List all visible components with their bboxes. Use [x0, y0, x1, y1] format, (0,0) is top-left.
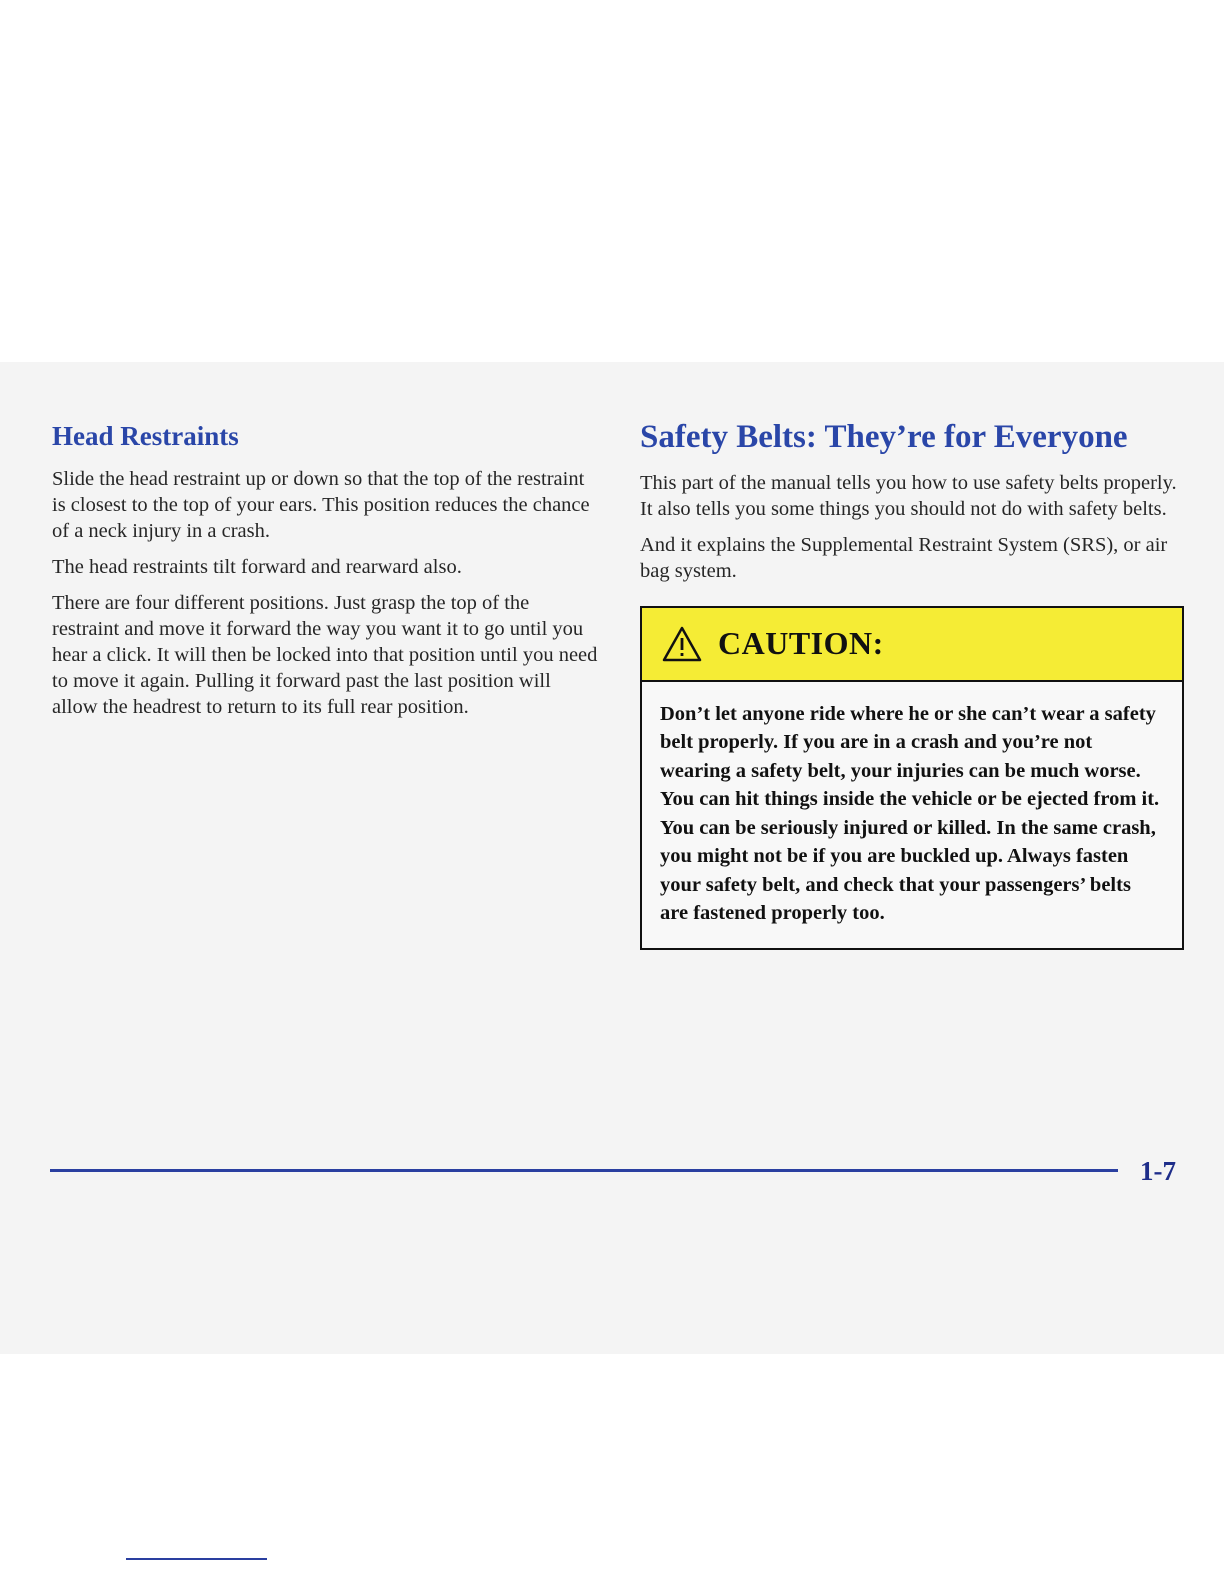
safety-belts-section: [640, 418, 1188, 950]
head-restraints-paragraph-1: Slide the head restraint up or down so that the top of the restraint is closest to the top of your ears. This position reduces the chance of a neck injury in a crash.: [52, 468, 590, 543]
caution-box: [640, 606, 1184, 950]
caution-header: [642, 608, 1182, 682]
safety-belts-paragraph-1: This part of the manual tells you how to use safety belts properly. It also tells you some things you should not do with safety belts.: [640, 471, 1177, 520]
head-restraints-paragraph-3: There are four different positions. Just grasp the top of the restraint and move it forward the way you want it to go until you hear a click. It will then be locked into that position until you need to move it again. Pulling it forward past the last position will allow the headrest to return to its full rear position.: [52, 592, 598, 719]
safety-belts-heading: Safety Belts: They’re for Everyone: [640, 419, 1128, 455]
footer-rule: [50, 1169, 1118, 1172]
head-restraints-paragraph-2: The head restraints tilt forward and rearward also.: [52, 556, 462, 579]
caution-title: CAUTION:: [718, 625, 884, 662]
head-restraints-section: [52, 420, 600, 730]
head-restraints-heading: Head Restraints: [52, 421, 239, 451]
bottom-divider: [126, 1558, 267, 1560]
warning-triangle-icon: [662, 626, 702, 662]
page-number: 1-7: [1140, 1156, 1176, 1186]
caution-text: Don’t let anyone ride where he or she can’t wear a safety belt properly. If you are in a crash and you’re not wearing a safety belt, your injuries can be much worse. You can hit things inside the vehicle or be ejected from it. You can be seriously injured or killed. In the same crash, you might not be if you are buckled up. Always fasten your safety belt, and check that your passengers’ belts are fastened properly too.: [660, 702, 1160, 925]
safety-belts-paragraph-2: And it explains the Supplemental Restraint System (SRS), or air bag system.: [640, 533, 1168, 582]
